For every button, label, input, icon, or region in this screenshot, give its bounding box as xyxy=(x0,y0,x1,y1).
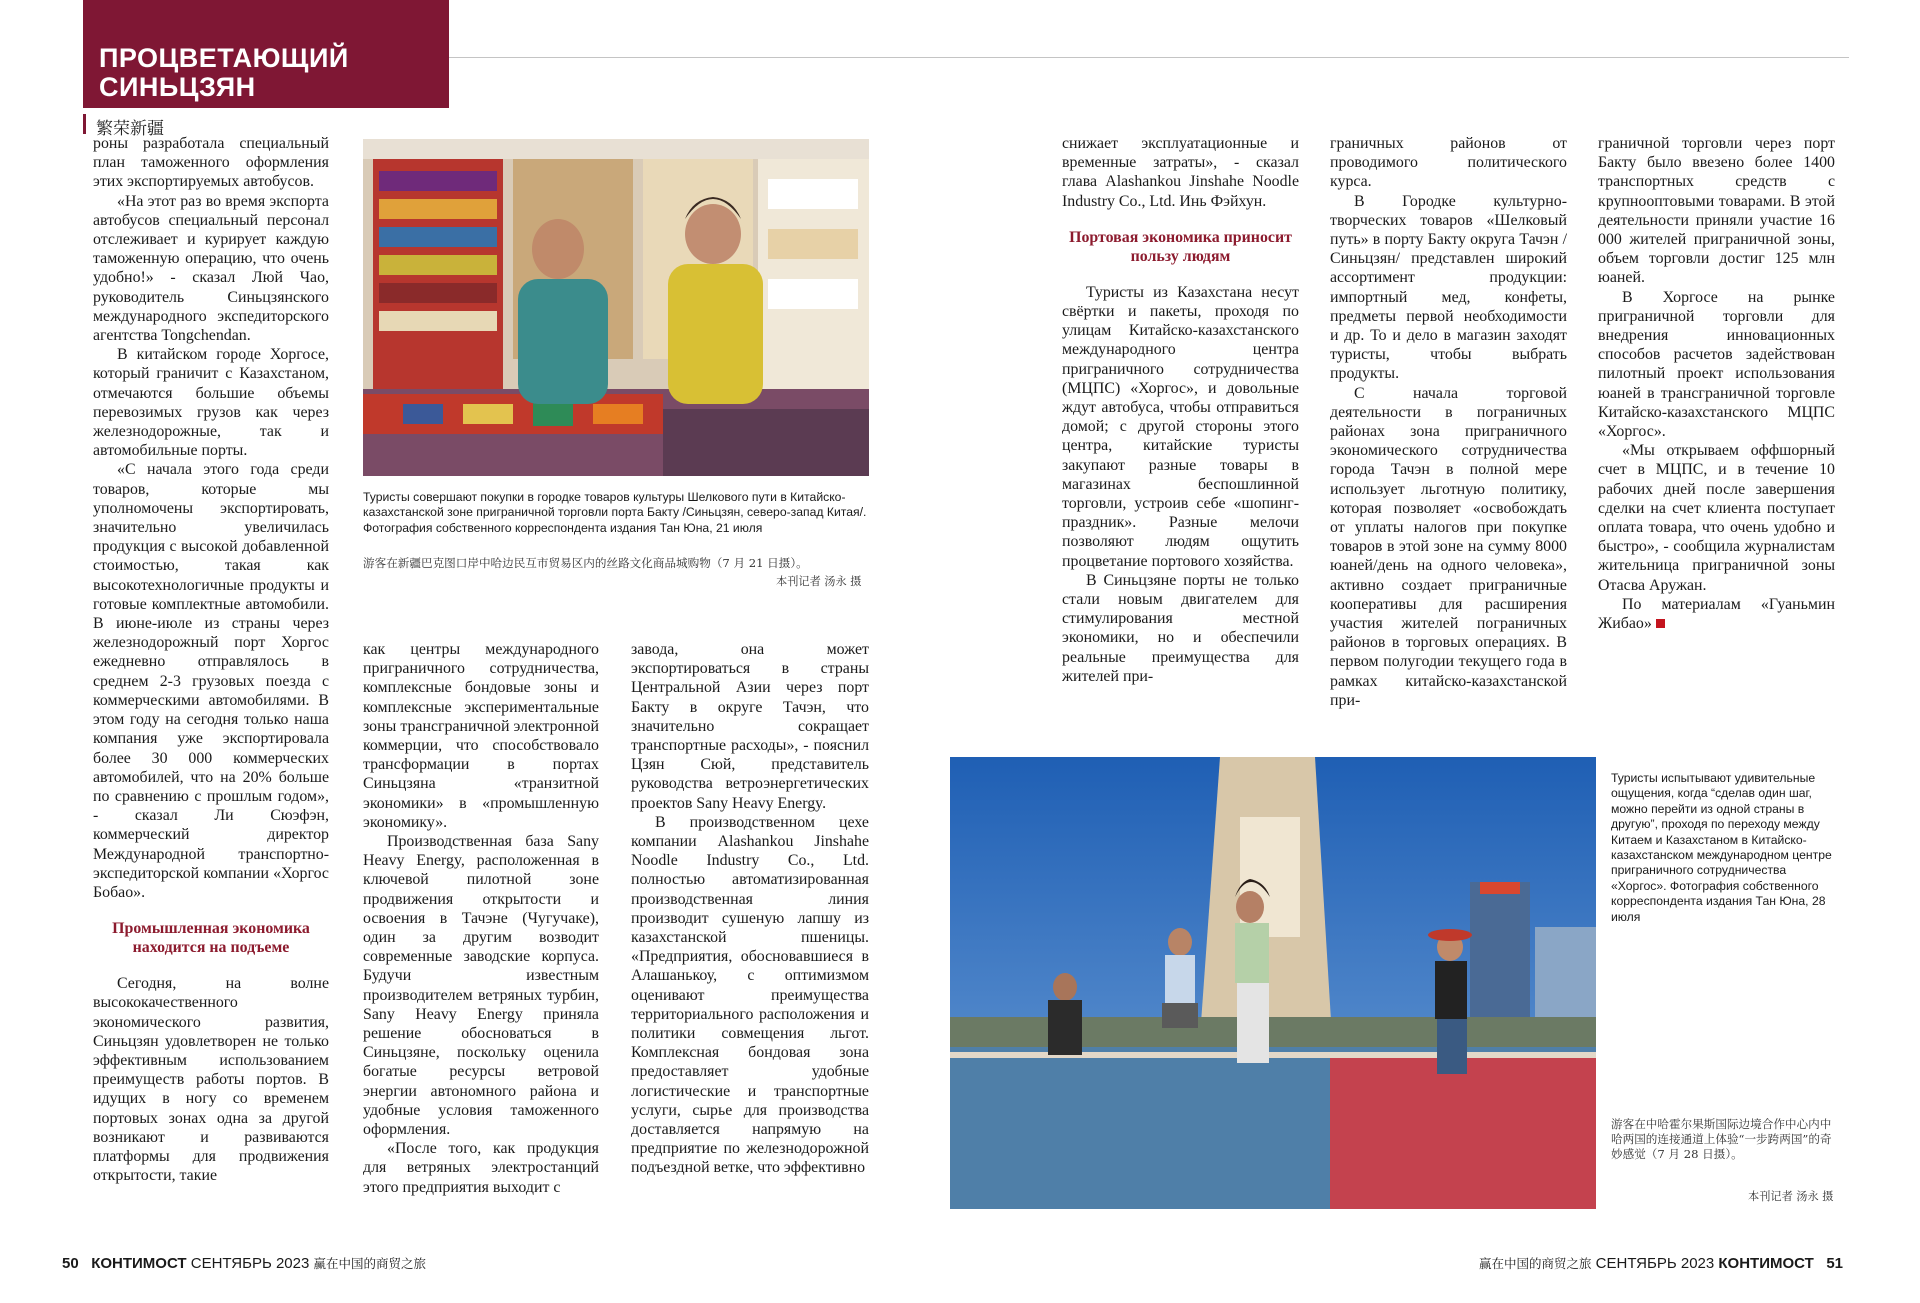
source-attribution xyxy=(1598,595,1835,633)
paragraph: В китайском городе Хоргосе, который граничит с Казахстаном, отмечаются большие объемы перевозимых грузов как через железнодорожные, так и автомобильные порты. xyxy=(93,346,329,460)
header-accent-bar xyxy=(83,114,86,134)
article-column-3 xyxy=(631,640,869,1178)
section-title-line2: СИНЬЦЗЯН xyxy=(99,72,256,102)
magazine-brand-right: КОНТИМОСТ xyxy=(1718,1255,1814,1272)
paragraph: «С начала этого года среди товаров, которые мы уполномочены экспортировать, значительно увеличилась продукция с высокой добавленной стоимостью, такая как высокотехнологичные продукты и готовые комплектные автомобили. В июне-июле из страны через железнодорожный порт Хоргос ежедневно отправлялось в среднем 2-3 грузовых поезда с коммерческими автомобилями. В этом году на сегодня только наша компания уже экспортировала более 30 000 коммерческих автомобилей, что на 20% больше по сравнению с прошлым годом», - сказал Ли Сюэфэн, коммерческий директор Международной транспортно-экспедиторской компании «Хоргос Бобао». xyxy=(93,461,329,901)
article-column-2 xyxy=(363,640,599,1197)
paragraph: В Синьцзяне порты не только стали новым двигателем для стимулирования местной экономики, но и обеспечили реальные преимущества для жителей при- xyxy=(1062,571,1299,685)
paragraph: «После того, как продукция для ветряных электростанций этого предприятия выходит с xyxy=(363,1140,599,1196)
paragraph: снижает эксплуатационные и временные затраты», - сказал глава Alashankou Jinshahe Noodle Industry Co., Ltd. Инь Фэйхун. xyxy=(1062,135,1299,210)
section-title-line1: ПРОЦВЕТАЮЩИЙ xyxy=(99,43,349,73)
article-column-1 xyxy=(93,134,329,1185)
page-number-right: 51 xyxy=(1826,1255,1843,1272)
section-title xyxy=(99,44,349,102)
paragraph: «На этот раз во время экспорта автобусов специальный персонал отслеживает и курирует каждую таможенную операцию, что очень удобно!» - сказал Люй Чао, руководитель Синьцзянского международного экспедиторского агентства Tongchendan. xyxy=(93,192,329,345)
paragraph: В производственном цехе компании Alashankou Jinshahe Noodle Industry Co., Ltd. полностью автоматизированная производственная линия производит сушеную лапшу из казахстанской пшеницы. «Предприятия, обосновавшиеся в Алашанькоу, с оптимизмом оценивают преимущества территориального расположения и политики совмещения льгот. Комплексная бондовая зона предоставляет удобные логистические и транспортные услуги, сырье для производства доставляется напрямую на предприятие по железнодорожной подъездной ветке, что эффективно xyxy=(631,813,869,1177)
section-title-chinese: 繁荣新疆 xyxy=(96,119,164,139)
page-number-left: 50 xyxy=(62,1255,79,1272)
paragraph: граничной торговли через порт Бакту было ввезено более 1400 транспортных средств с крупнооптовыми товарами. В этой деятельности приняли участие 16 000 жителей приграничной зоны, объем торговли достиг 125 млн юаней. xyxy=(1598,135,1835,287)
paragraph: Производственная база Sany Heavy Energy, расположенная в ключевой пилотной зоне продвижения открытости и освоения в Тачэне (Чугучаке), один за другим возводит современные заводские корпуса. Будучи известным производителем ветряных турбин, Sany Heavy Energy приняла решение обосноваться в Синьцзяне, поскольку оценила богатые ресурсы ветровой энергии автономного района и удобные условия таможенного оформления. xyxy=(363,833,599,1139)
photo-border-crossing-image xyxy=(950,757,1596,1209)
paragraph: Туристы из Казахстана несут свёртки и пакеты, проходя по улицам Китайско-казахстанского международного центра приграничного сотрудничества (МЦПС) «Хоргос», и довольные ждут автобуса, чтобы отправиться домой; с другой стороны этого центра, китайские туристы закупают разные товары в магазинах беспошлинной торговли, устроив себе «шопинг-праздник». Разные мелочи позволяют людям ощутить процветание портового хозяйства. xyxy=(1062,283,1299,570)
paragraph: граничных районов от проводимого политического курса. xyxy=(1330,135,1567,191)
magazine-slogan-right: 赢在中国的商贸之旅 xyxy=(1478,1256,1592,1271)
paragraph: В Хоргосе на рынке приграничной торговли для внедрения инновационных способов расчетов задействован пилотный проект использования юаней в трансграничной торговле Китайско-казахстанского МЦПС «Хоргос». xyxy=(1598,288,1835,441)
photo-border-caption: Туристы испытывают удивительные ощущения, когда “сделав один шаг, можно перейти из одной страны в другую”, проходя по переходу между Китаем и Казахстаном в Китайско-казахстанском международном центре приграничного сотрудничества «Хоргос». Фотография собственного корреспондента издания Тан Юна, 28 июля xyxy=(1611,771,1832,924)
magazine-slogan-left: 赢在中国的商贸之旅 xyxy=(313,1256,427,1271)
photo-shop xyxy=(363,139,869,476)
source-attribution-text: По материалам «Гуаньмин Жибао» xyxy=(1598,595,1835,633)
paragraph: завода, она может экспортироваться в страны Центральной Азии через порт Бакту в округе Тачэн, что значительно сокращает транспортные расходы», - пояснил Цзян Сюй, представитель руководства ветроэнергетических проектов Sany Heavy Energy. xyxy=(631,641,869,812)
paragraph: В Городке культурно-творческих товаров «Шелковый путь» в порту Бакту округа Тачэн / Синьцзян/ представлен широкий ассортимент продукции: импортный мед, конфеты, предметы первой необходимости и др. То и дело в магазин заходят туристы, чтобы выбрать продукты. xyxy=(1330,192,1567,383)
article-column-5 xyxy=(1330,134,1567,710)
subheading: Промышленная экономика находится на подъеме xyxy=(112,920,310,957)
issue-date-left: СЕНТЯБРЬ 2023 xyxy=(190,1255,310,1272)
paragraph: как центры международного приграничного сотрудничества, комплексные бондовые зоны и комплексные экспериментальные зоны трансграничной электронной коммерции, что способствовало трансформации в портах Синьцзяна «транзитной экономики» в «промышленную экономику». xyxy=(363,641,599,831)
paragraph: роны разработала специальный план таможенного оформления этих экспортируемых автобусов. xyxy=(93,135,329,191)
paragraph: С начала торговой деятельности в пограничных районах зона приграничного экономического сотрудничества города Тачэн в полной мере использует льготную политику, которая позволяет «освобождать от уплаты налогов при покупке товаров в этой зоне на сумму 8000 юаней/день на одного человека», активно создает приграничные кооперативы для расширения участия жителей пограничных районов в торговых операциях. В первом полугодии текущего года в рамках китайско-казахстанской при- xyxy=(1330,384,1567,709)
photo-border-crossing xyxy=(950,757,1596,1209)
issue-date-right: СЕНТЯБРЬ 2023 xyxy=(1595,1255,1715,1272)
article-column-6 xyxy=(1598,134,1835,633)
subheading: Портовая экономика приносит пользу людям xyxy=(1069,228,1292,265)
header-rule xyxy=(449,57,1849,58)
paragraph: Сегодня, на волне высококачественного экономического развития, Синьцзян удовлетворен не только эффективным использованием преимуществ работы портов. В идущих в ногу со временем портовых зонах одна за другой возникают и развиваются платформы для продвижения открытости, такие xyxy=(93,975,329,1185)
section-header xyxy=(83,0,449,108)
photo-shop-caption-chinese: 游客在新疆巴克图口岸中哈边民互市贸易区内的丝路文化商品城购物（7 月 21 日摄）。 xyxy=(363,556,808,570)
photo-border-credit: 本刊记者 汤永 摄 xyxy=(1748,1190,1834,1203)
photo-border-caption-chinese: 游客在中哈霍尔果斯国际边境合作中心内中哈两国的连接通道上体验“一步跨两国”的奇妙感觉（7 月 28 日摄）。 xyxy=(1611,1117,1832,1161)
paragraph: «Мы открываем оффшорный счет в МЦПС, и в течение 10 рабочих дней после завершения сделки на счет клиента поступает оплата товара, что очень удобно и быстро», - сообщила журналистам жительница приграничной зоны Отасва Аружан. xyxy=(1598,442,1835,594)
photo-shop-credit: 本刊记者 汤永 摄 xyxy=(776,575,862,588)
photo-shop-image xyxy=(363,139,869,476)
magazine-brand-left: КОНТИМОСТ xyxy=(91,1255,187,1272)
end-mark-icon xyxy=(1656,619,1665,628)
footer-right xyxy=(1479,1254,1843,1272)
photo-shop-caption: Туристы совершают покупки в городке товаров культуры Шелкового пути в Китайско-казахстанской зоне приграничной торговли порта Бакту /Синьцзян, северо-запад Китая/. Фотография собственного корреспондента издания Тан Юна, 21 июля xyxy=(363,490,867,535)
footer-left xyxy=(62,1254,426,1272)
article-column-4 xyxy=(1062,134,1299,686)
